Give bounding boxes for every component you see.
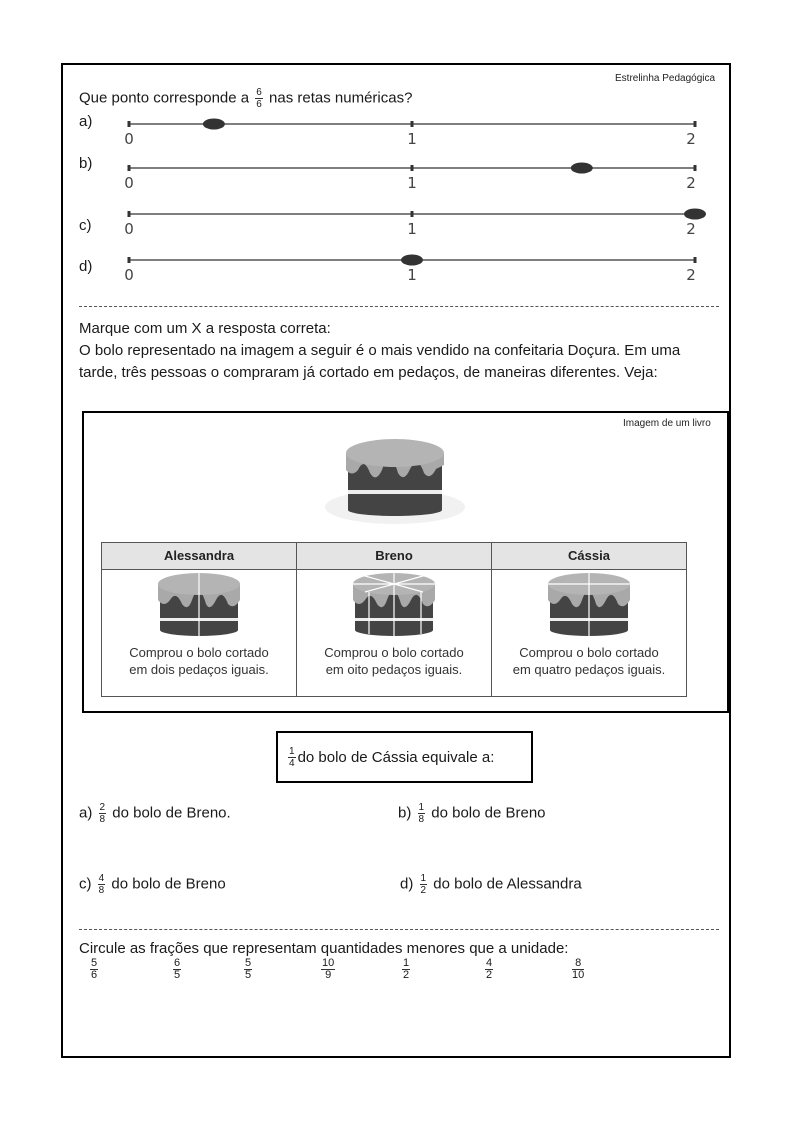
- answer-label: d): [400, 875, 414, 893]
- number-line-tick-label: 1: [407, 266, 417, 284]
- cake-column-alessandra: [102, 543, 297, 696]
- question1-prefix: Que ponto corresponde a: [79, 89, 250, 107]
- number-line-tick-label: 1: [407, 220, 417, 238]
- section-divider: [79, 929, 719, 930]
- answer-text: do bolo de Alessandra: [433, 875, 582, 893]
- number-line-tick: [411, 121, 414, 127]
- fraction-numerator: 5: [91, 957, 98, 969]
- numline-option-c-label[interactable]: c): [79, 217, 92, 234]
- number-line-tick-label: 2: [686, 266, 696, 284]
- number-line-point: [684, 209, 706, 220]
- fraction-numerator: 1: [403, 957, 410, 969]
- answer-option-a[interactable]: [79, 802, 231, 825]
- number-line-tick-label: 0: [124, 174, 134, 192]
- answer-option-c[interactable]: [79, 873, 226, 896]
- answer-text: do bolo de Breno: [431, 804, 546, 822]
- answer-fraction: [418, 802, 426, 825]
- numline-option-b-label[interactable]: b): [79, 155, 93, 172]
- answer-label: c): [79, 875, 92, 893]
- answer-fraction: [99, 802, 107, 825]
- fraction-numerator: 4: [486, 957, 493, 969]
- number-line-point: [203, 119, 225, 130]
- fraction-choices: [80, 958, 600, 992]
- question1-suffix: nas retas numéricas?: [269, 89, 413, 107]
- cake-description: [513, 644, 665, 678]
- number-line-tick: [694, 121, 697, 127]
- answer-option-b[interactable]: [398, 802, 546, 825]
- number-line-tick: [694, 257, 697, 263]
- fraction-denominator: 5: [245, 969, 252, 981]
- number-line-tick: [694, 165, 697, 171]
- number-line-tick: [128, 257, 131, 263]
- cake-description-line1: Comprou o bolo cortado: [324, 645, 464, 660]
- fraction-choice[interactable]: [402, 958, 410, 981]
- answer-fraction: [98, 873, 106, 896]
- fraction-choice[interactable]: [572, 958, 584, 981]
- number-line-tick-label: 1: [407, 130, 417, 148]
- cake-stripe: [348, 490, 442, 494]
- prompt-fraction: [288, 746, 296, 769]
- fraction-denominator: 10: [572, 969, 585, 981]
- fraction-numerator: 1: [420, 873, 427, 884]
- question2-prompt-box: [276, 731, 533, 783]
- fraction-numerator: 2: [99, 802, 106, 813]
- answer-text: do bolo de Breno.: [112, 804, 231, 822]
- number-line-tick-label: 0: [124, 220, 134, 238]
- brand-label: Estrelinha Pedagógica: [615, 73, 716, 84]
- fraction-choice[interactable]: [90, 958, 98, 981]
- fraction-numerator: 1: [289, 745, 295, 757]
- question2-instruction: Marque com um X a resposta correta:: [79, 320, 331, 337]
- cake-description: [129, 644, 268, 678]
- cake-base: [348, 504, 442, 516]
- fraction-choice[interactable]: [173, 958, 181, 981]
- fraction-denominator: 8: [99, 814, 106, 825]
- number-line-a: [115, 112, 715, 148]
- cake-description-line2: em oito pedaços iguais.: [325, 662, 463, 677]
- book-image-caption: Imagem de um livro: [623, 418, 711, 429]
- fraction-denominator: 4: [289, 757, 295, 769]
- fraction-denominator: 8: [418, 814, 425, 825]
- number-line-point: [401, 255, 423, 266]
- number-line-d: [115, 248, 715, 284]
- question2-paragraph-line2: tarde, três pessoas o compraram já cortado em pedaços, de maneiras diferentes. Veja:: [79, 364, 658, 381]
- cake-top: [346, 439, 444, 467]
- cake-column-header: Cássia: [492, 543, 686, 570]
- cake-cut-8-icon: [339, 570, 449, 640]
- number-line-tick-label: 1: [407, 174, 417, 192]
- fraction-numerator: 8: [572, 958, 584, 970]
- number-line-tick-label: 0: [124, 266, 134, 284]
- cake-description-line1: Comprou o bolo cortado: [519, 645, 659, 660]
- cake-description-line2: em dois pedaços iguais.: [129, 662, 269, 677]
- answer-label: a): [79, 804, 93, 822]
- cake-column-breno: [297, 543, 492, 696]
- cake-cut-2-icon: [144, 570, 254, 640]
- number-line-point: [571, 163, 593, 174]
- fraction-numerator: 4: [98, 873, 105, 884]
- number-line-tick: [128, 211, 131, 217]
- cake-table: [101, 542, 687, 697]
- number-line-tick-label: 2: [686, 130, 696, 148]
- cake-column-header: Breno: [297, 543, 491, 570]
- cake-column-cassia: [492, 543, 686, 696]
- fraction-numerator: 1: [418, 802, 425, 813]
- fraction-denominator: 2: [403, 969, 410, 981]
- number-line-tick: [128, 165, 131, 171]
- fraction-numerator: 6: [174, 957, 181, 969]
- cake-description-line2: em quatro pedaços iguais.: [512, 662, 666, 677]
- number-line-tick-label: 0: [124, 130, 134, 148]
- number-line-b: [115, 156, 715, 192]
- number-line-tick-label: 2: [686, 174, 696, 192]
- answer-text: do bolo de Breno: [111, 875, 226, 893]
- question2-paragraph-line1: O bolo representado na imagem a seguir é o mais vendido na confeitaria Doçura. Em uma: [79, 342, 681, 359]
- cake-description-line1: Comprou o bolo cortado: [129, 645, 269, 660]
- prompt-text: do bolo de Cássia equivale a:: [297, 748, 495, 766]
- fraction-denominator: 6: [91, 969, 98, 981]
- number-line-tick: [411, 211, 414, 217]
- number-line-c: [115, 202, 715, 238]
- section-divider: [79, 306, 719, 307]
- fraction-choice[interactable]: [244, 958, 252, 981]
- fraction-denominator: 8: [98, 885, 105, 896]
- fraction-denominator: 2: [420, 885, 427, 896]
- number-line-tick-label: 2: [686, 220, 696, 238]
- fraction-numerator: 5: [245, 957, 252, 969]
- fraction-choice[interactable]: [485, 958, 493, 981]
- question3-instruction: Circule as frações que representam quantidades menores que a unidade:: [79, 940, 569, 957]
- numline-option-a-label[interactable]: a): [79, 113, 93, 130]
- fraction-denominator: 2: [486, 969, 493, 981]
- numline-option-d-label[interactable]: d): [79, 258, 93, 275]
- number-line-tick: [411, 165, 414, 171]
- cake-cut-4-icon: [534, 570, 644, 640]
- fraction-denominator: 5: [174, 969, 181, 981]
- fraction-denominator: 6: [256, 99, 262, 110]
- fraction-numerator: 10: [322, 957, 335, 969]
- fraction-choice[interactable]: [321, 958, 335, 981]
- answer-option-d[interactable]: [400, 873, 582, 896]
- cake-description: [324, 644, 463, 678]
- question1-fraction: [255, 87, 263, 110]
- fraction-numerator: 6: [256, 87, 262, 98]
- question1-title: [79, 87, 412, 110]
- fraction-denominator: 9: [325, 969, 332, 981]
- cake-column-header: Alessandra: [102, 543, 296, 570]
- answer-label: b): [398, 804, 412, 822]
- number-line-tick: [128, 121, 131, 127]
- answer-fraction: [420, 873, 428, 896]
- whole-cake-illustration: [310, 425, 480, 530]
